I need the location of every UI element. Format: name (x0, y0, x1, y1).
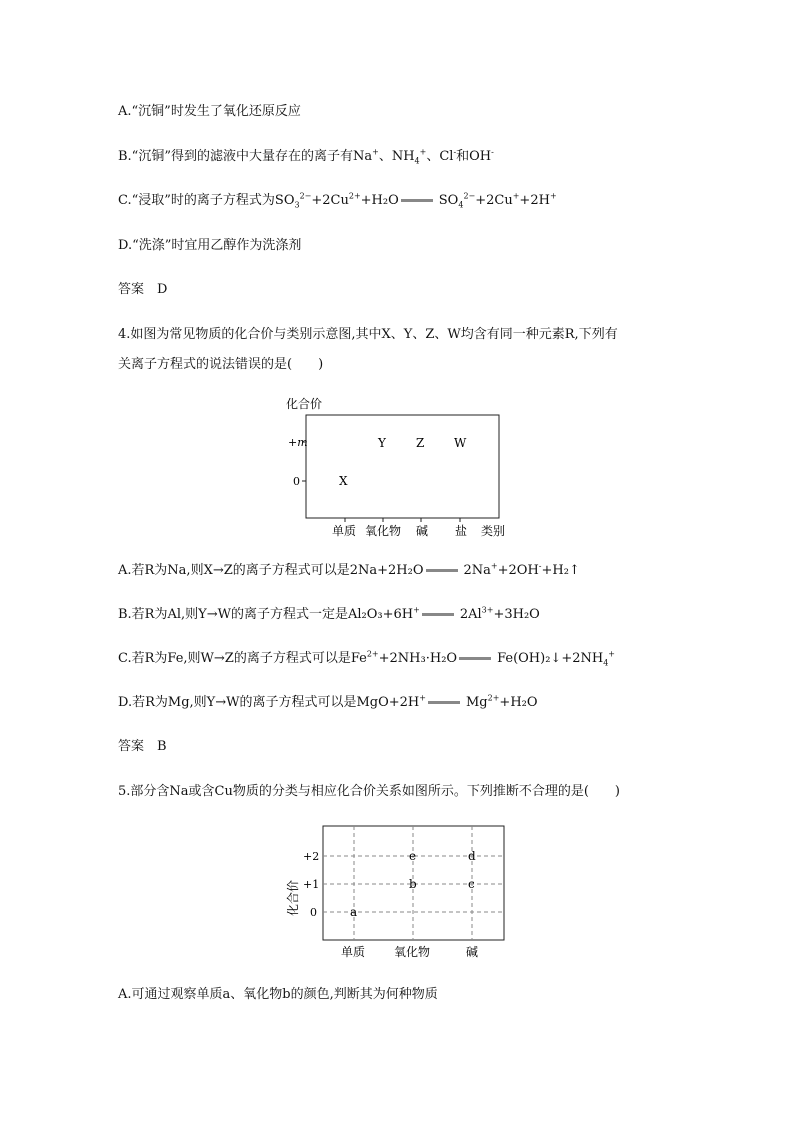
point-e: e (409, 849, 417, 863)
q4-ytick: 0 (293, 475, 300, 488)
equals-sign (422, 613, 454, 616)
equals-sign (426, 569, 458, 572)
point-x: X (339, 474, 348, 488)
point-z: Z (416, 436, 425, 450)
point-y: Y (378, 436, 386, 450)
q5-option-a: A.可通过观察单质a、氧化物b的颜色,判断其为何种物质 (118, 987, 438, 1002)
point-d: d (468, 849, 476, 863)
q3-option-d: D.“洗涤”时宜用乙醇作为洗涤剂 (118, 238, 302, 253)
q4-xtick: 单质 (332, 524, 357, 538)
q3-option-b: B.“沉铜”得到的滤液中大量存在的离子有Na+、$NH_4^+$、Cl-和OH- (118, 147, 494, 166)
q3-option-a: A.“沉铜”时发生了氧化还原反应 (118, 104, 301, 119)
q4-xtick: 氧化物 (365, 524, 402, 538)
equals-sign (401, 199, 433, 202)
q5-ytick: +1 (303, 878, 320, 891)
q4-option-d: D.若R为Mg,则Y→W的离子方程式可以是MgO+2H+ $Mg^{2+}+H_2O$ (118, 693, 538, 710)
point-a: a (350, 905, 358, 919)
point-c: c (468, 877, 475, 891)
q4-option-a: A.若R为Na,则X→Z的离子方程式可以是2Na+2H₂O 2Na++2OH-+H₂↑ (118, 561, 580, 578)
q4-answer: 答案 B (118, 739, 167, 754)
q5-ylabel: 化合价 (286, 879, 300, 917)
point-b: b (409, 877, 417, 891)
equals-sign (459, 657, 491, 660)
q5-xtick: 碱 (466, 945, 479, 958)
q3-option-c: C.“浸取”时的离子方程式为$SO_3^{2-}+2Cu^{2+}+H_2O$ $SO_4^{2-}+2Cu^++2H^+$ (118, 191, 557, 210)
q5-ytick: 0 (310, 906, 317, 919)
q4-option-c: C.若R为Fe,则W→Z的离子方程式可以是$Fe^{2+}+2NH_3\cdot H_2O$ $Fe(OH)_2↓+2NH_4^+$ (118, 649, 615, 668)
q4-ytick: +m (288, 436, 308, 449)
q5-xtick: 单质 (341, 945, 366, 958)
q4-xlabel: 类别 (481, 524, 506, 538)
q4-ylabel: 化合价 (286, 397, 323, 411)
point-w: W (454, 436, 467, 450)
q4-stem-line2: 关离子方程式的说法错误的是( ) (118, 357, 324, 372)
equals-sign (428, 701, 460, 704)
q5-xtick: 氧化物 (394, 945, 431, 958)
q3-answer: 答案 D (118, 282, 168, 297)
q4-xtick: 盐 (455, 524, 468, 538)
q5-stem: 5.部分含Na或含Cu物质的分类与相应化合价关系如图所示。下列推断不合理的是( ) (118, 784, 620, 799)
q5-figure (0, 818, 794, 958)
q4-figure (0, 392, 794, 552)
q4-option-b: B.若R为Al,则Y→W的离子方程式一定是Al₂O₃+6H+ $2Al^{3+}+3H_2O$ (118, 605, 540, 622)
q4-xtick: 碱 (416, 524, 429, 538)
q5-ytick: +2 (303, 850, 320, 863)
q4-stem-line1: 4.如图为常见物质的化合价与类别示意图,其中X、Y、Z、W均含有同一种元素R,下列有 (118, 327, 618, 342)
